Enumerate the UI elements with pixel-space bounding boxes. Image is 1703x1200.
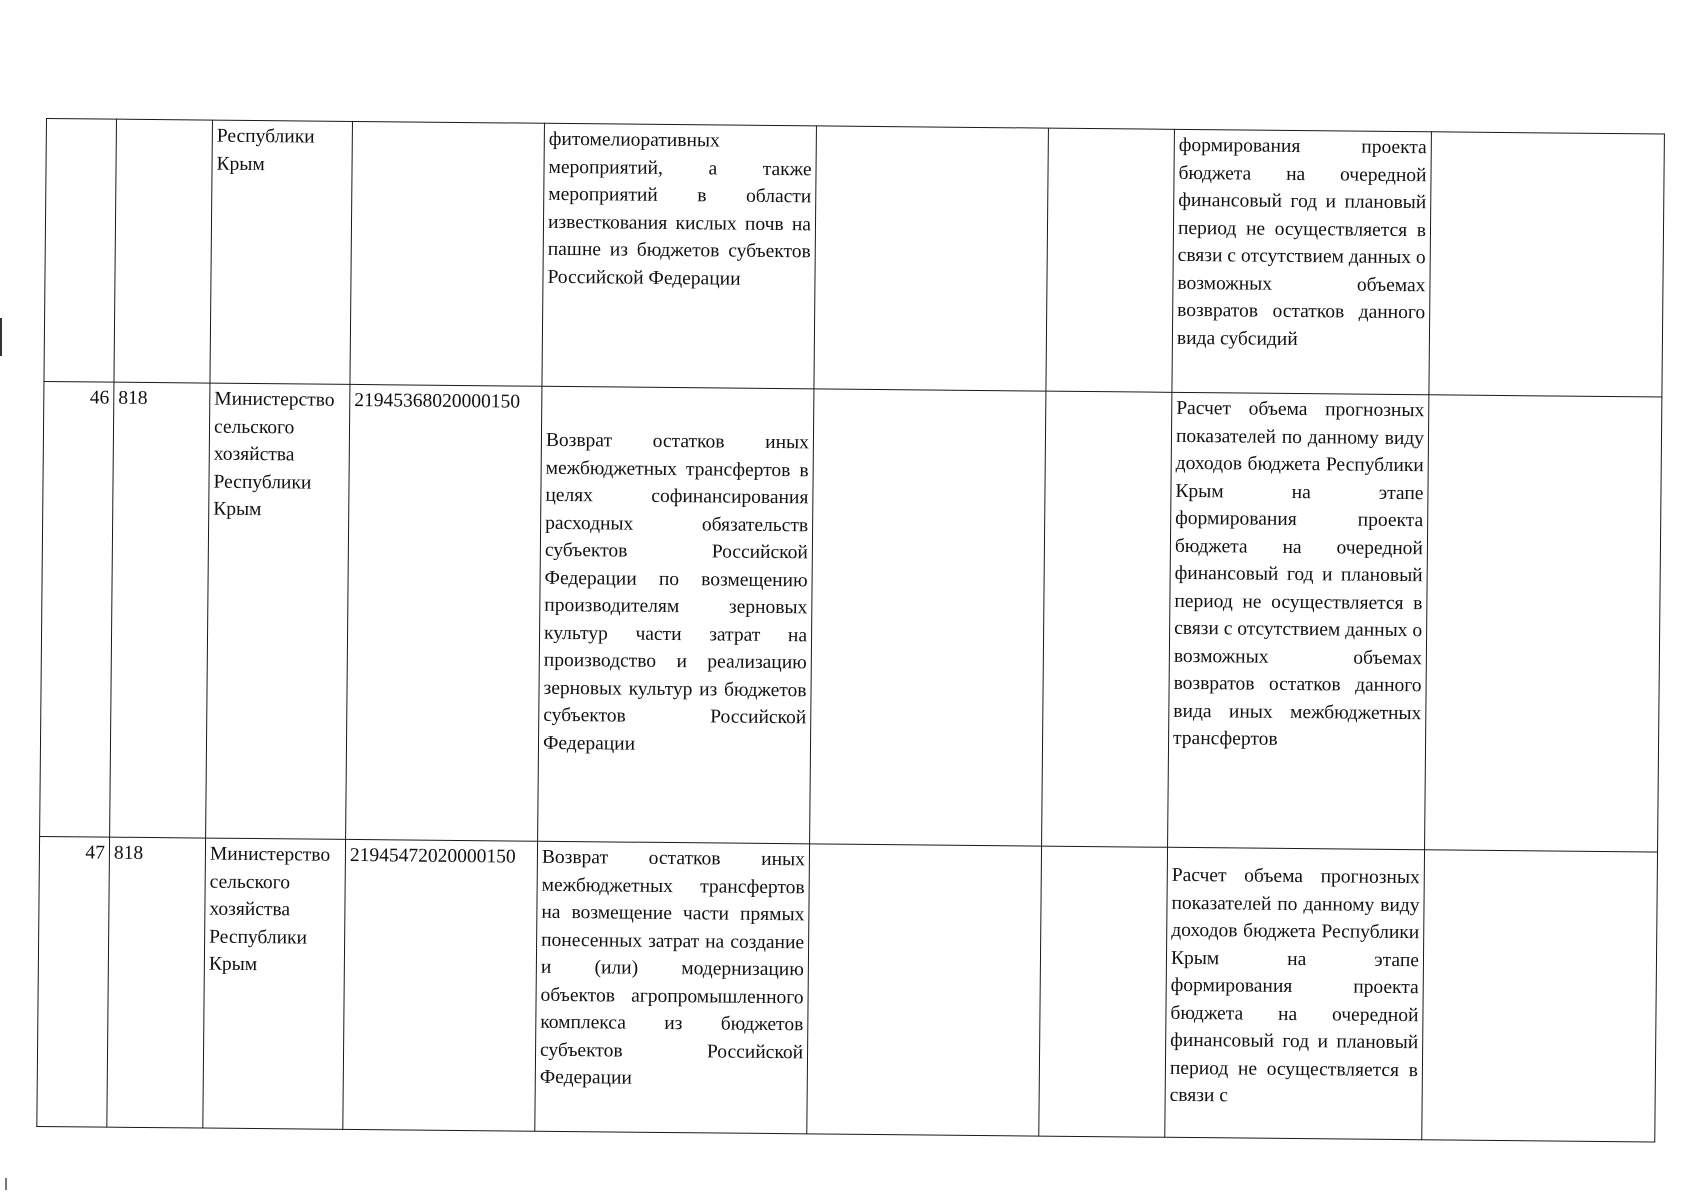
cell-code bbox=[114, 119, 213, 383]
cell-num bbox=[44, 119, 117, 383]
cell-col9 bbox=[1425, 395, 1662, 852]
cell-col7 bbox=[1046, 128, 1175, 392]
cell-col7 bbox=[1039, 846, 1168, 1137]
cell-col6 bbox=[814, 126, 1049, 391]
revenue-table bbox=[36, 118, 1665, 1142]
cell-col9 bbox=[1422, 850, 1658, 1142]
cell-code: 818 bbox=[110, 382, 210, 838]
scan-edge-mark bbox=[0, 318, 2, 356]
table-sheet bbox=[36, 118, 1664, 1165]
cell-method: Расчет объема прогнозных показателей по данному виду доходов бюджета Республики Крым на этапе формирования проекта бюджета на очередной финансовый год и плановый период не осуществляется в связи с отсутствием данных о возможных объемах возвратов остатков данного вида иных межбюджетных трансфертов bbox=[1168, 392, 1429, 849]
cell-admin: Республики Крым bbox=[210, 120, 353, 384]
cell-kbk bbox=[350, 121, 545, 386]
cell-col7 bbox=[1042, 391, 1172, 847]
cell-revenue-name: Возврат остатков иных межбюджетных трансфертов в целях софинансирования расходных обязательств субъектов Российской Федерации по возмещению производителям зерновых культур части затрат на производство и реализацию зерновых культур из бюджетов субъектов Российской Федерации bbox=[538, 386, 814, 844]
cell-num: 46 bbox=[40, 381, 114, 837]
cell-code: 818 bbox=[107, 837, 206, 1128]
cell-col6 bbox=[810, 389, 1046, 846]
cell-revenue-name: фитомелиоративных мероприятий, а также мероприятий в области известкования кислых почв на пашне из бюджетов субъектов Российской Федерации bbox=[542, 123, 817, 389]
table-row bbox=[40, 381, 1662, 852]
scan-edge-dot bbox=[5, 1178, 7, 1190]
cell-kbk: 21945472020000150 bbox=[343, 839, 538, 1131]
cell-admin: Министерство сельского хозяйства Республики Крым bbox=[203, 838, 346, 1129]
cell-kbk: 21945368020000150 bbox=[346, 384, 542, 841]
table-row bbox=[44, 119, 1664, 398]
table-row bbox=[37, 836, 1658, 1142]
cell-num: 47 bbox=[37, 836, 110, 1127]
cell-col6 bbox=[807, 844, 1042, 1136]
cell-col9 bbox=[1429, 132, 1665, 397]
cell-method: формирования проекта бюджета на очередной финансовый год и плановый период не осуществляется в связи с отсутствием данных о возможных объемах возвратов остатков данного вида субсидий bbox=[1172, 129, 1432, 394]
cell-revenue-name: Возврат остатков иных межбюджетных трансфертов на возмещение части прямых понесенных затрат на создание и (или) модернизацию объектов агропромышленного комплекса из бюджетов субъектов Российской Федерации bbox=[535, 841, 810, 1134]
cell-admin: Министерство сельского хозяйства Республики Крым bbox=[206, 383, 350, 839]
cell-method: Расчет объема прогнозных показателей по данному виду доходов бюджета Республики Крым на этапе формирования проекта бюджета на очередной финансовый год и плановый период не осуществляется в связи с bbox=[1165, 847, 1425, 1139]
